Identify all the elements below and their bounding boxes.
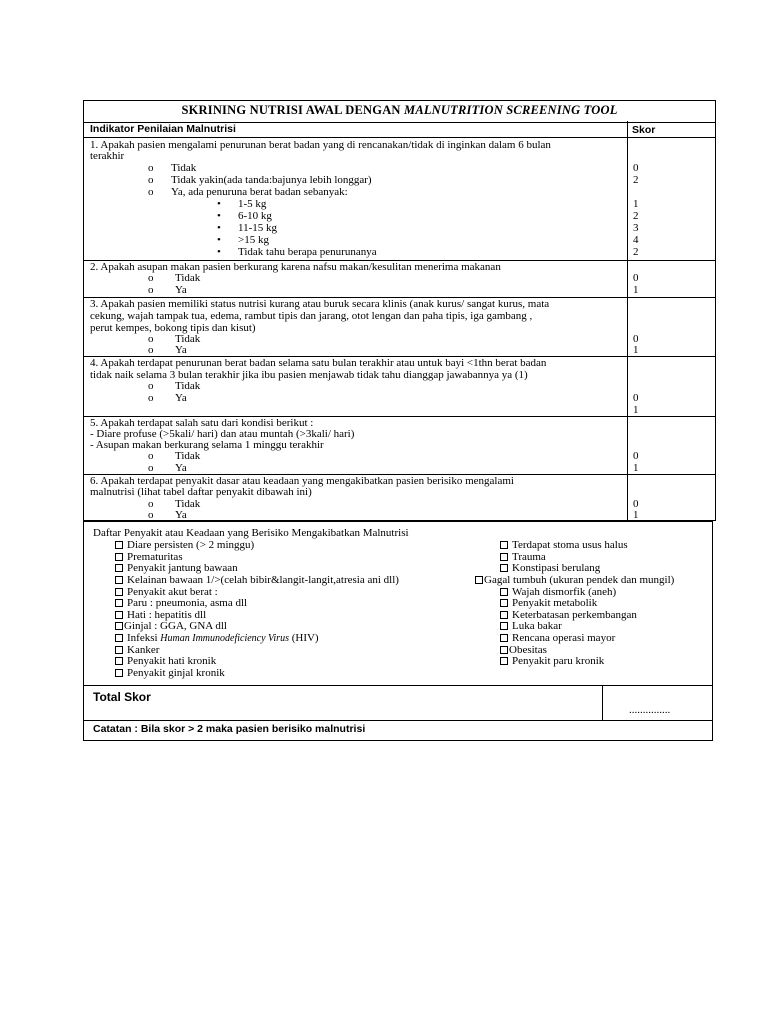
checkbox-item[interactable]: Luka bakar: [500, 620, 562, 632]
checkbox-item[interactable]: Paru : pneumonia, asma dll: [115, 597, 247, 609]
screening-table: [83, 100, 716, 521]
checkbox-item[interactable]: Diare persisten (> 2 minggu): [115, 539, 254, 551]
question-4-text: 4. Apakah terdapat penurunan berat badan selama satu bulan terakhir atau untuk bayi <1thn berat badan: [90, 357, 547, 369]
score-value: 0: [633, 333, 639, 345]
checkbox-icon[interactable]: [500, 622, 508, 630]
checkbox-item[interactable]: Infeksi Human Immunodeficiency Virus (HIV): [115, 632, 319, 645]
checkbox-icon[interactable]: [500, 634, 508, 642]
question-3-text: 3. Apakah pasien memiliki status nutrisi kurang atau buruk secara klinis (anak kurus/ sangat kurus, mata: [90, 298, 550, 310]
option-tidak-yakin: Tidak yakin(ada tanda:bajunya lebih longgar): [171, 174, 372, 186]
checkbox-item[interactable]: Prematuritas: [115, 551, 183, 563]
score-header: Skor: [632, 124, 656, 136]
sub-option: 11-15 kg: [238, 222, 278, 234]
option-ya: Ya: [175, 509, 187, 521]
question-1-row: [84, 137, 715, 261]
question-5-text-cont: - Asupan makan berkurang selama 1 minggu terakhir: [90, 439, 324, 451]
score-value: 1: [633, 284, 639, 296]
note-text: Catatan : Bila skor > 2 maka pasien berisiko malnutrisi: [93, 723, 366, 735]
checkbox-item[interactable]: Konstipasi berulang: [500, 562, 600, 574]
checkbox-icon[interactable]: [115, 646, 123, 654]
checkbox-icon[interactable]: [115, 541, 123, 549]
sub-bullet: •: [217, 222, 221, 234]
question-6-text: 6. Apakah terdapat penyakit dasar atau keadaan yang mengakibatkan pasien berisiko mengalami: [90, 475, 514, 487]
checkbox-item[interactable]: Wajah dismorfik (aneh): [500, 586, 616, 598]
checkbox-icon[interactable]: [115, 669, 123, 677]
score-value: 0: [633, 162, 639, 174]
option-bullet: o: [148, 272, 154, 284]
total-score-section: [84, 685, 712, 721]
question-4-text-cont: tidak naik selama 3 bulan terakhir jika ibu pasien menjawab tidak tahu dianggap jawabannya ya (1): [90, 369, 528, 381]
checkbox-item[interactable]: Keterbatasan perkembangan: [500, 609, 637, 621]
option-ya: Ya: [175, 392, 187, 404]
checkbox-icon[interactable]: [500, 657, 508, 665]
table-header-row: [84, 121, 715, 138]
question-5-row: [84, 416, 715, 475]
checkbox-icon[interactable]: [500, 611, 508, 619]
checkbox-icon[interactable]: [115, 588, 123, 596]
score-value: 1: [633, 509, 639, 521]
score-value: 4: [633, 234, 639, 246]
checkbox-icon[interactable]: [500, 646, 508, 654]
question-4-row: [84, 356, 715, 417]
option-bullet: o: [148, 462, 154, 474]
question-3-row: [84, 297, 715, 357]
score-value: 0: [633, 272, 639, 284]
checkbox-icon[interactable]: [115, 576, 123, 584]
score-value: 3: [633, 222, 639, 234]
checkbox-icon[interactable]: [500, 553, 508, 561]
option-bullet: o: [148, 162, 154, 174]
question-1-text-cont: terakhir: [90, 150, 125, 162]
checkbox-item[interactable]: Ginjal : GGA, GNA dll: [115, 620, 227, 632]
question-2-text: 2. Apakah asupan makan pasien berkurang karena nafsu makan/kesulitan menerima makanan: [90, 261, 501, 273]
checkbox-icon[interactable]: [500, 588, 508, 596]
question-3-text-cont: perut kempes, bokong tipis dan kisut): [90, 322, 256, 334]
checkbox-icon[interactable]: [115, 622, 123, 630]
disease-list-heading: Daftar Penyakit atau Keadaan yang Berisiko Mengakibatkan Malnutrisi: [93, 527, 409, 539]
sub-bullet: •: [217, 198, 221, 210]
option-bullet: o: [148, 174, 154, 186]
checkbox-icon[interactable]: [115, 611, 123, 619]
option-tidak: Tidak: [175, 333, 201, 345]
sub-bullet: •: [217, 210, 221, 222]
question-5-text-cont: - Diare profuse (>5kali/ hari) dan atau muntah (>3kali/ hari): [90, 428, 355, 440]
checkbox-icon[interactable]: [115, 657, 123, 665]
question-2-row: [84, 260, 715, 298]
sub-bullet: •: [217, 234, 221, 246]
option-bullet: o: [148, 498, 154, 510]
checkbox-item[interactable]: Penyakit paru kronik: [500, 655, 604, 667]
form-title: SKRINING NUTRISI AWAL DENGAN MALNUTRITION SCREENING TOOL: [84, 101, 715, 123]
score-value: 0: [633, 392, 639, 404]
option-bullet: o: [148, 333, 154, 345]
question-6-text-cont: malnutrisi (lihat tabel daftar penyakit dibawah ini): [90, 486, 312, 498]
question-3-text-cont: cekung, wajah tampak tua, edema, rambut tipis dan jarang, otot lengan dan paha tipis, iga gambang ,: [90, 310, 533, 322]
question-6-row: [84, 474, 715, 522]
disease-and-total-box: [83, 521, 713, 741]
option-tidak: Tidak: [175, 380, 201, 392]
checkbox-icon[interactable]: [475, 576, 483, 584]
option-tidak: Tidak: [175, 272, 201, 284]
score-value: 1: [633, 198, 639, 210]
sub-option: 6-10 kg: [238, 210, 272, 222]
total-score-field[interactable]: ...............: [629, 704, 671, 716]
score-value: 0: [633, 498, 639, 510]
sub-option: Tidak tahu berapa penurunanya: [238, 246, 377, 258]
option-bullet: o: [148, 344, 154, 356]
checkbox-item[interactable]: Penyakit akut berat :: [115, 586, 218, 598]
option-ya: Ya, ada penuruna berat badan sebanyak:: [171, 186, 348, 198]
checkbox-icon[interactable]: [500, 599, 508, 607]
option-ya: Ya: [175, 284, 187, 296]
score-value: 1: [633, 404, 639, 416]
score-value: 1: [633, 462, 639, 474]
checkbox-item[interactable]: Gagal tumbuh (ukuran pendek dan mungil): [475, 574, 674, 586]
question-5-text: 5. Apakah terdapat salah satu dari kondisi berikut :: [90, 417, 314, 429]
disease-list-section: [84, 522, 712, 686]
option-tidak: Tidak: [175, 450, 201, 462]
option-bullet: o: [148, 450, 154, 462]
option-bullet: o: [148, 284, 154, 296]
checkbox-item[interactable]: Penyakit hati kronik: [115, 655, 216, 667]
option-ya: Ya: [175, 344, 187, 356]
option-ya: Ya: [175, 462, 187, 474]
checkbox-icon[interactable]: [115, 634, 123, 642]
checkbox-item[interactable]: Penyakit metabolik: [500, 597, 597, 609]
checkbox-item[interactable]: Trauma: [500, 551, 546, 563]
score-value: 2: [633, 210, 639, 222]
sub-option: >15 kg: [238, 234, 269, 246]
question-1-text: 1. Apakah pasien mengalami penurunan berat badan yang di rencanakan/tidak di inginkan dalam 6 bulan: [90, 139, 551, 151]
checkbox-icon[interactable]: [500, 564, 508, 572]
option-bullet: o: [148, 509, 154, 521]
score-value: 2: [633, 246, 639, 258]
sub-option: 1-5 kg: [238, 198, 267, 210]
option-bullet: o: [148, 392, 154, 404]
checkbox-icon[interactable]: [115, 599, 123, 607]
checkbox-item[interactable]: Terdapat stoma usus halus: [500, 539, 628, 551]
checkbox-item[interactable]: Hati : hepatitis dll: [115, 609, 206, 621]
checkbox-item[interactable]: Rencana operasi mayor: [500, 632, 615, 644]
checkbox-icon[interactable]: [115, 564, 123, 572]
total-score-divider: [602, 685, 603, 720]
checkbox-item[interactable]: Penyakit jantung bawaan: [115, 562, 238, 574]
checkbox-icon[interactable]: [500, 541, 508, 549]
checkbox-icon[interactable]: [115, 553, 123, 561]
indicator-header: Indikator Penilaian Malnutrisi: [90, 123, 236, 135]
total-score-label: Total Skor: [93, 690, 151, 704]
score-value: 2: [633, 174, 639, 186]
sub-bullet: •: [217, 246, 221, 258]
note-section: [84, 720, 712, 740]
score-value: 0: [633, 450, 639, 462]
option-bullet: o: [148, 380, 154, 392]
checkbox-item[interactable]: Obesitas: [500, 644, 547, 656]
checkbox-item[interactable]: Kelainan bawaan 1/>(celah bibir&langit-langit,atresia ani dll): [115, 574, 399, 586]
checkbox-item[interactable]: Kanker: [115, 644, 159, 656]
checkbox-item[interactable]: Penyakit ginjal kronik: [115, 667, 225, 679]
option-tidak: Tidak: [175, 498, 201, 510]
score-value: 1: [633, 344, 639, 356]
option-bullet: o: [148, 186, 154, 198]
option-tidak: Tidak: [171, 162, 197, 174]
